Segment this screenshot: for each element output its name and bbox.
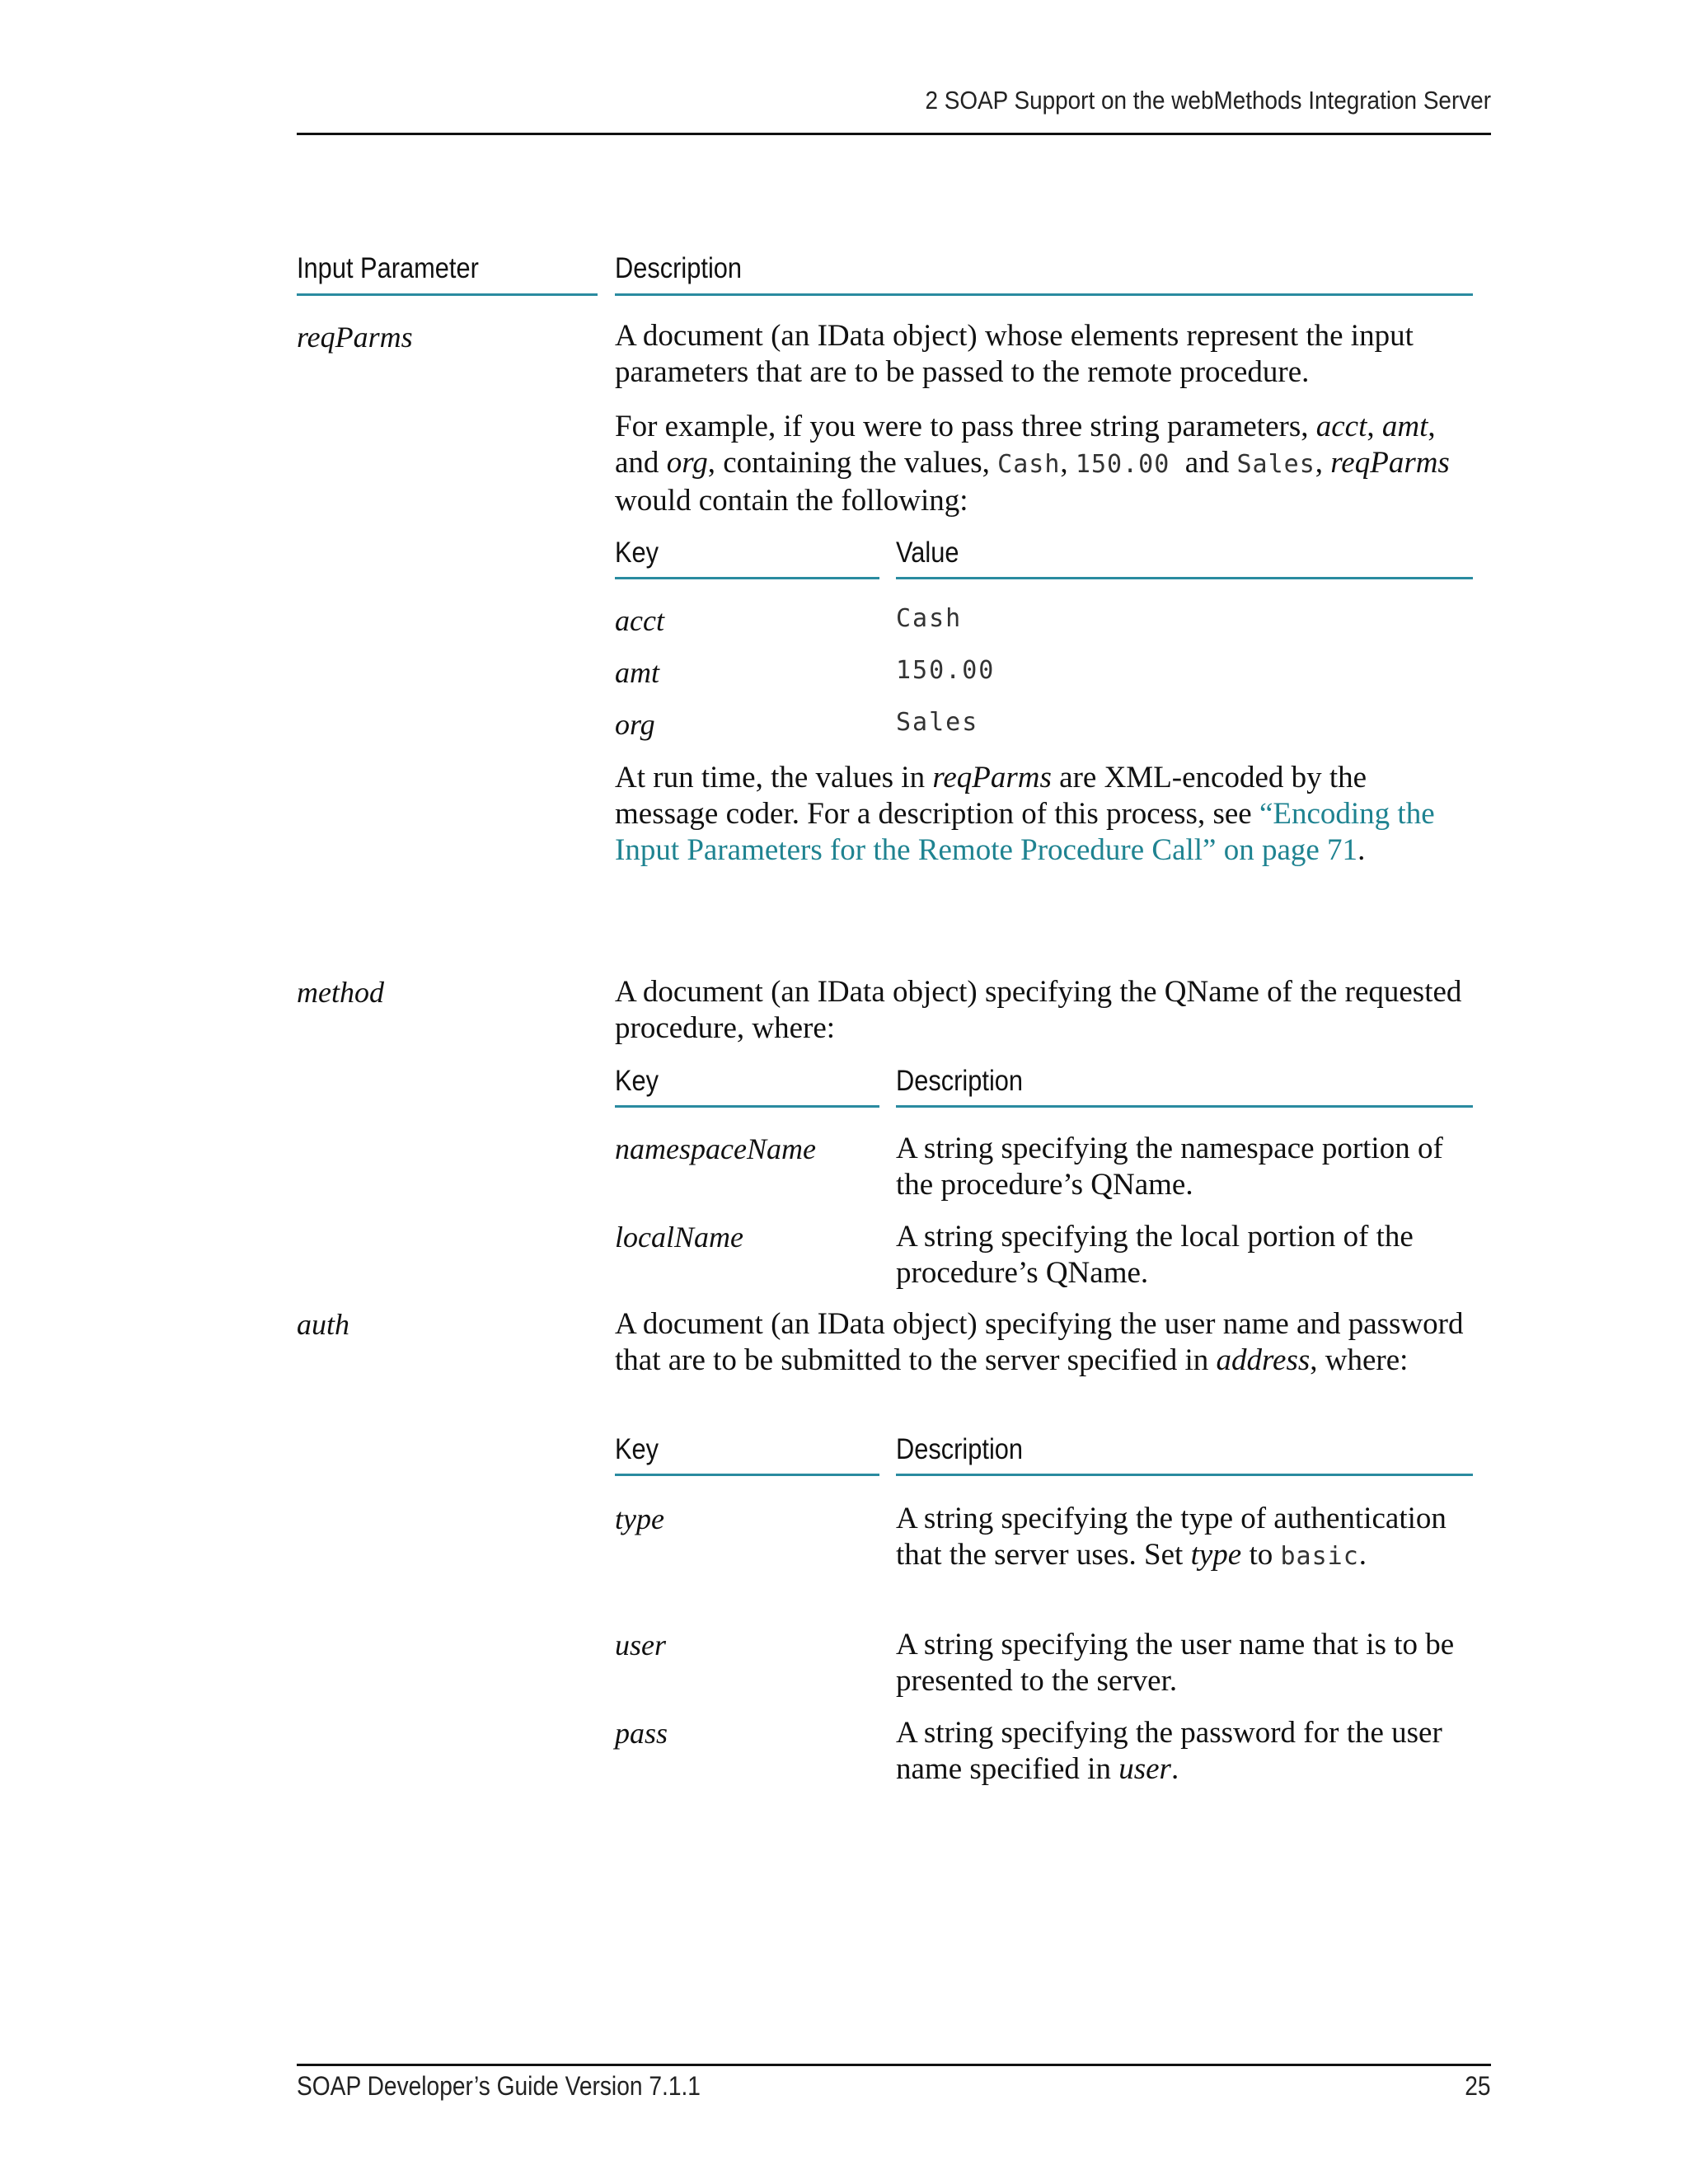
subtable-key: pass bbox=[615, 1717, 668, 1750]
method-description: A document (an IData object) specifying the QName of the requested procedure, where: bbox=[615, 975, 1462, 1045]
subtable-key: user bbox=[615, 1629, 666, 1661]
subtable-header-description: Description bbox=[896, 1065, 1024, 1097]
subtable-header-value: Value bbox=[896, 537, 959, 569]
subtable-header-description: Description bbox=[896, 1433, 1024, 1465]
reqparms-description: A document (an IData object) whose elements represent the input parameters that are to be passed to the remote procedure. bbox=[615, 319, 1414, 389]
cross-reference-link[interactable]: “Encoding the Input Parameters for the Remote Procedure Call” on page 71 bbox=[615, 797, 1435, 867]
column-header-input-parameter: Input Parameter bbox=[297, 252, 479, 284]
auth-description: A document (an IData object) specifying the user name and password that are to be submitted to the server specified in address, where: bbox=[615, 1307, 1464, 1377]
subtable-value: Sales bbox=[896, 708, 979, 737]
subtable-description: A string specifying the namespace portion of the procedure’s QName. bbox=[896, 1132, 1443, 1202]
subtable-header-key: Key bbox=[615, 537, 659, 569]
subtable-header-underline bbox=[615, 1474, 879, 1476]
subtable-description: A string specifying the type of authentication that the server uses. Set type to basic. bbox=[896, 1502, 1447, 1572]
subtable-header-underline bbox=[896, 577, 1473, 579]
subtable-key: acct bbox=[615, 604, 664, 637]
subtable-description: A string specifying the user name that is to be presented to the server. bbox=[896, 1628, 1455, 1698]
header-rule bbox=[297, 133, 1491, 135]
subtable-header-underline bbox=[615, 577, 879, 579]
running-header: 2 SOAP Support on the webMethods Integration Server bbox=[925, 86, 1491, 115]
page-number: 25 bbox=[1465, 2071, 1491, 2101]
param-name-reqparms: reqParms bbox=[297, 321, 413, 354]
subtable-header-underline bbox=[896, 1474, 1473, 1476]
column-header-description: Description bbox=[615, 252, 743, 284]
column-header-underline bbox=[615, 293, 1473, 296]
subtable-key: localName bbox=[615, 1221, 743, 1254]
subtable-key: namespaceName bbox=[615, 1132, 816, 1165]
subtable-header-key: Key bbox=[615, 1433, 659, 1465]
param-name-auth: auth bbox=[297, 1308, 350, 1341]
footer-title: SOAP Developer’s Guide Version 7.1.1 bbox=[297, 2071, 701, 2101]
subtable-description: A string specifying the password for the user name specified in user. bbox=[896, 1716, 1442, 1786]
subtable-value: 150.00 bbox=[896, 656, 996, 685]
subtable-header-underline bbox=[615, 1105, 879, 1108]
subtable-key: org bbox=[615, 708, 655, 741]
subtable-description: A string specifying the local portion of the procedure’s QName. bbox=[896, 1220, 1414, 1290]
subtable-header-underline bbox=[896, 1105, 1473, 1108]
subtable-header-key: Key bbox=[615, 1065, 659, 1097]
column-header-underline bbox=[297, 293, 598, 296]
subtable-value: Cash bbox=[896, 604, 963, 633]
subtable-key: amt bbox=[615, 656, 659, 689]
reqparms-runtime-note: At run time, the values in reqParms are XML-encoded by the message coder. For a description of this process, see “Encoding the Input Parameters for the Remote Procedure Call” on page 71. bbox=[615, 761, 1435, 867]
param-name-method: method bbox=[297, 976, 384, 1009]
subtable-key: type bbox=[615, 1502, 664, 1535]
footer-rule bbox=[297, 2064, 1491, 2066]
reqparms-example: For example, if you were to pass three string parameters, acct, amt, and org, containing the values, Cash, 150.00 and Sales, reqParms would contain the following: bbox=[615, 410, 1450, 518]
